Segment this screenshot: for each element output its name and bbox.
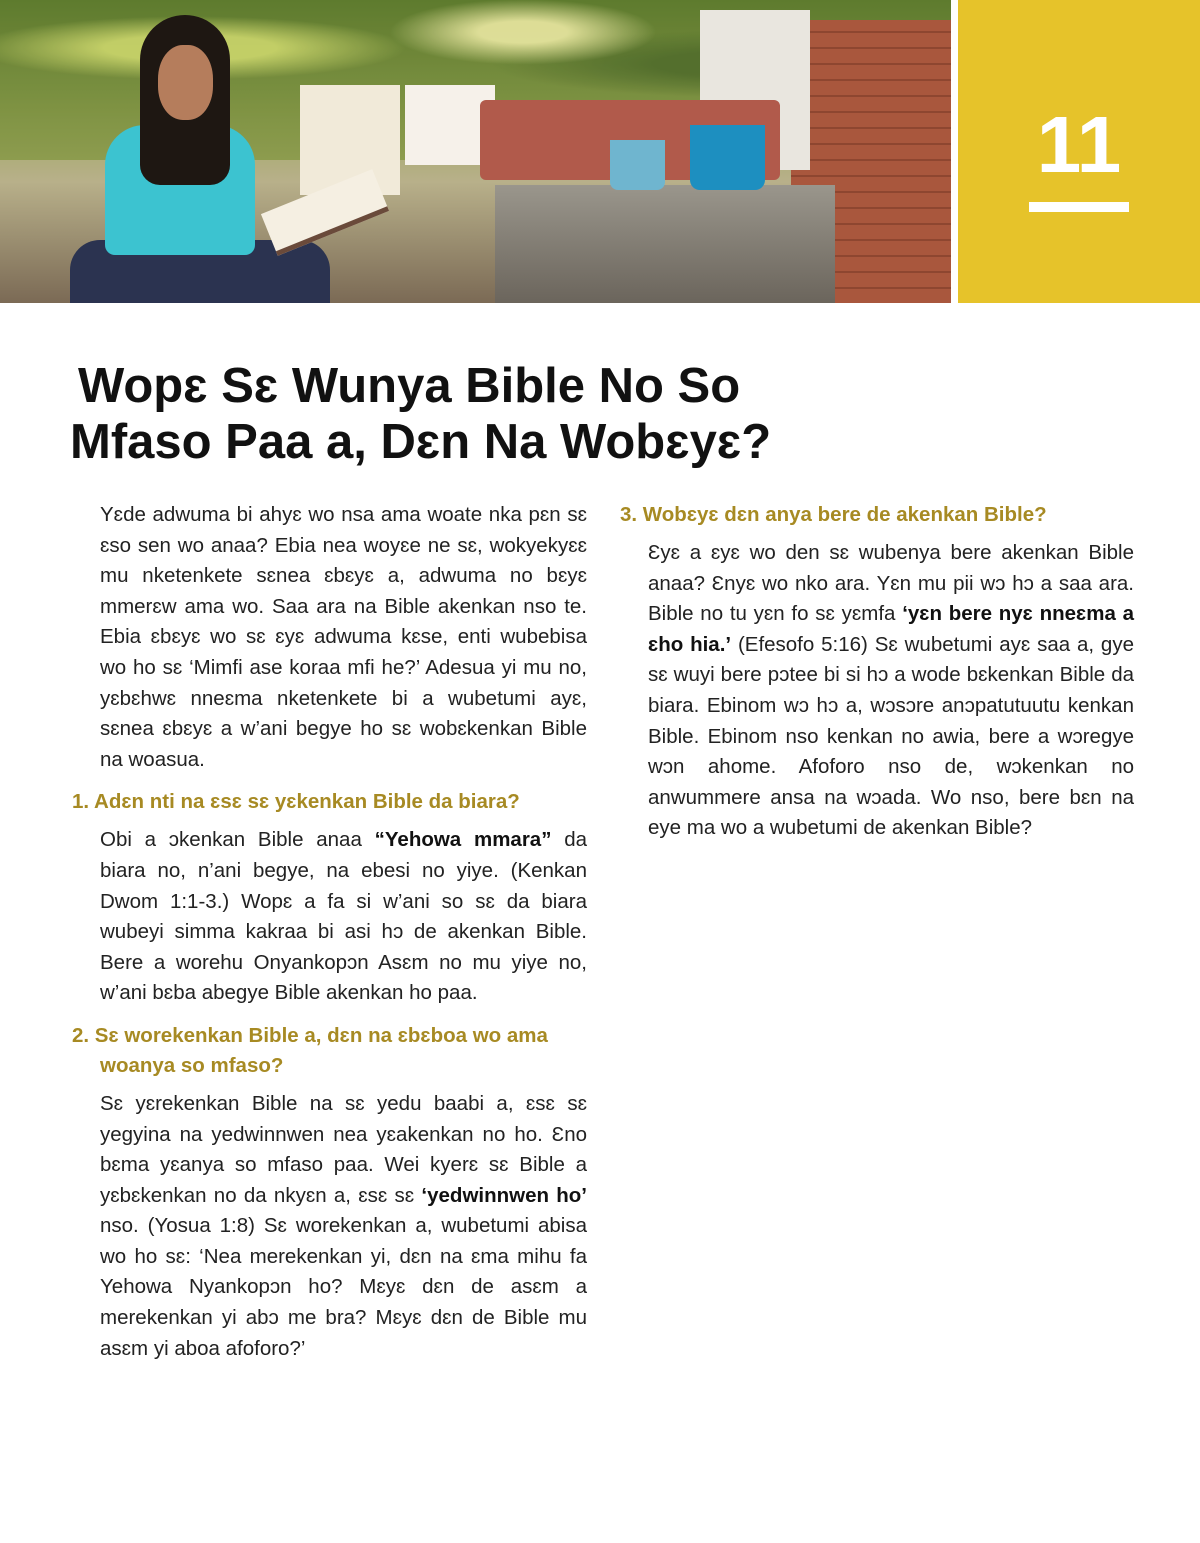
section-heading-1: 1. Adɛn nti na ɛsɛ sɛ yɛkenkan Bible da biara? [72,790,520,814]
header-photo [0,0,951,303]
page-title-line-2: Mfaso Paa a, Dɛn Na Wobɛyɛ? [70,415,772,469]
intro-paragraph: Yɛde adwuma bi ahyɛ wo nsa ama woate nka pɛn sɛ ɛso sen wo anaa? Ebia nea woyɛe ne sɛ, wokyekyɛɛ mu nketenkete sɛnea ɛbɛyɛ a, adwuma no bɛyɛ mmerɛw ama wo. Saa ara na Bible akenkan nso te. Ebia ɛbɛyɛ wo sɛ ɛyɛ adwuma kɛse, enti wubebisa wo ho sɛ ‘Mimfi ase koraa mfi he?’ Adesua yi mu no, yɛbɛhwɛ nneɛma nketenkete bi a wubetumi ayɛ, sɛnea ɛbɛyɛ a w’ani begye ho sɛ wobɛkenkan Bible na woasua. [100,503,587,771]
photo-woman-face [158,45,213,120]
section-heading-2: 2. Sɛ worekenkan Bible a, dɛn na ɛbɛboa wo ama woanya so mfaso? [72,1023,548,1077]
section-paragraph-3: Ɛyɛ a ɛyɛ wo den sɛ wubenya bere akenkan Bible anaa? Ɛnyɛ wo nko ara. Yɛn mu pii wɔ hɔ a saa ara. Bible no tu yɛn fo sɛ yɛmfa ‘yɛn bere nyɛ nneɛma a ɛho hia.’ (Efesofo 5:16) Sɛ wubetumi ayɛ saa a, gye sɛ wuyi bere pɔtee bi si hɔ a wode bɛkenkan Bible da biara. Ebinom wɔ hɔ a, wɔsɔre anɔpatutuutu kenkan Bible. Ebinom nso kenkan no awia, bere a wɔregye wɔn ahome. Afoforo nso de, wɔkenkan no anwummere ansa na wɔada. Wo nso, bere bɛn na eye ma wo a wubetumi de akenkan Bible? [648,541,1134,840]
photo-bucket [610,140,665,190]
photo-bucket [690,125,765,190]
section-paragraph-1: Obi a ɔkenkan Bible anaa “Yehowa mmara” da biara no, n’ani begye, na ebesi no yiye. (Kenkan Dwom 1:1-3.) Wopɛ a fa si w’ani so sɛ da biara wubeyi simma kakraa bi asi hɔ de akenkan Bible. Bere a worehu Onyankopɔn Asɛm no mu yiye no, w’ani bɛba abegye Bible akenkan ho paa. [100,828,588,1005]
column-right [620,500,1134,844]
column-left [72,500,587,1364]
lesson-number: 11 [1036,100,1122,189]
page-title-line-1: Wopɛ Sɛ Wunya Bible No So [78,359,741,413]
lesson-number-badge [958,0,1200,303]
page-title [70,358,1070,470]
lesson-number-underline [1029,202,1129,212]
section-heading-3: 3. Wobɛyɛ dɛn anya bere de akenkan Bible? [620,503,1047,526]
photo-stone-table [495,185,835,303]
section-paragraph-2: Sɛ yɛrekenkan Bible na sɛ yedu baabi a, ɛsɛ sɛ yegyina na yedwinnwen nea yɛakenkan no ho. Ɛno bɛma yɛanya so mfaso paa. Wei kyerɛ sɛ Bible a yɛbɛkenkan no da nkyɛn a, ɛsɛ sɛ ‘yedwinnwen ho’ nso. (Yosua 1:8) Sɛ worekenkan a, wubetumi abisa wo ho sɛ: ‘Nea merekenkan yi, dɛn na ɛma mihu fa Yehowa Nyankopɔn ho? Mɛyɛ dɛn de asɛm a merekenkan yi abɔ me bra? Mɛyɛ dɛn de Bible mu asɛm yi aboa afoforo?’ [100,1091,587,1360]
